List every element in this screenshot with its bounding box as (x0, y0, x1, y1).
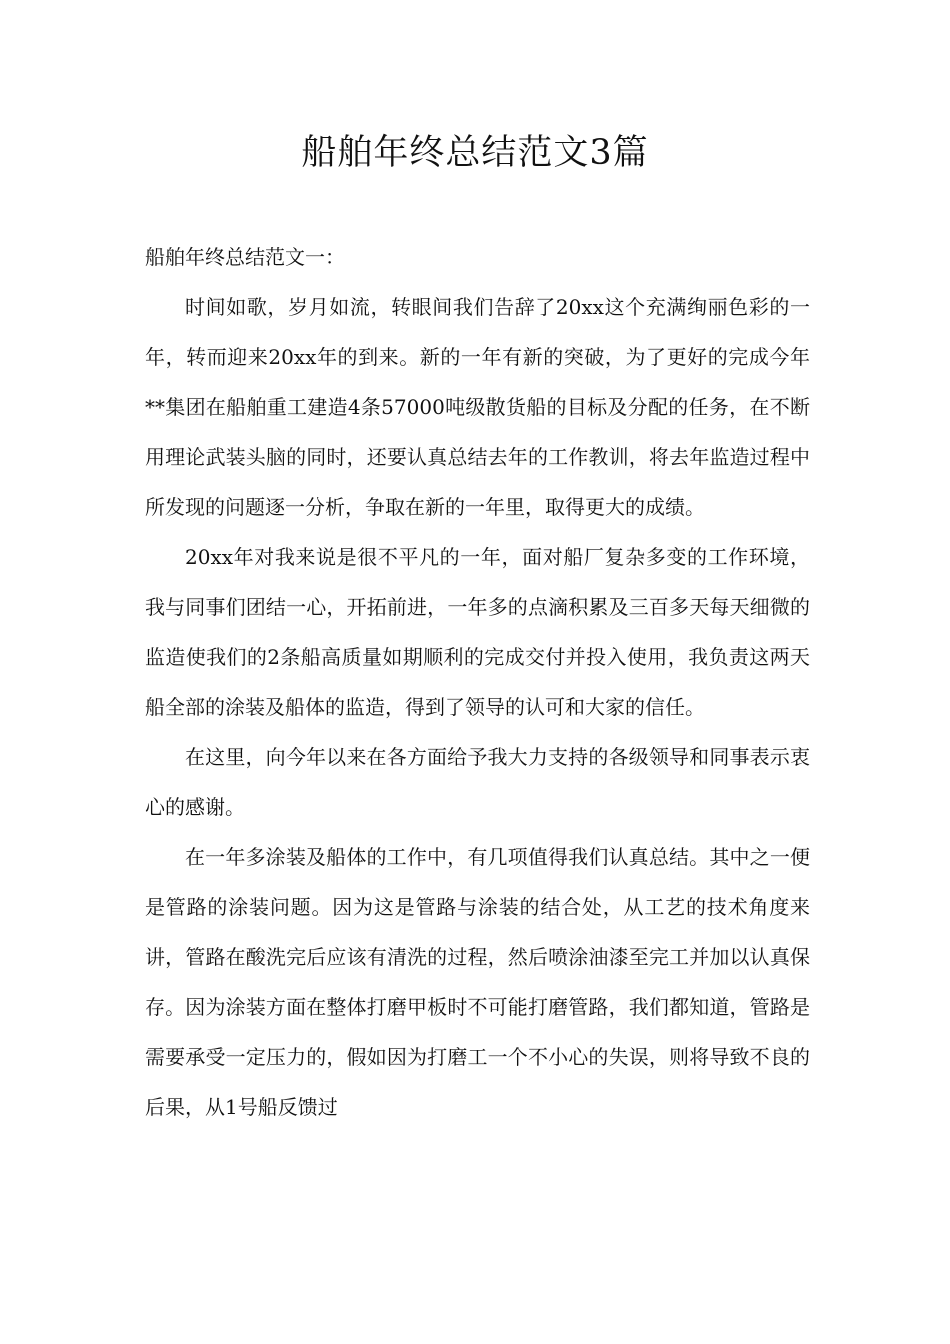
document-body (145, 232, 810, 1132)
paragraph-4: 在一年多涂装及船体的工作中，有几项值得我们认真总结。其中之一便是管路的涂装问题。因为这是管路与涂装的结合处，从工艺的技术角度来讲，管路在酸洗完后应该有清洗的过程，然后喷涂油漆至完工并加以认真保存。因为涂装方面在整体打磨甲板时不可能打磨管路，我们都知道，管路是需要承受一定压力的，假如因为打磨工一个不小心的失误，则将导致不良的后果，从1号船反馈过 (145, 845, 810, 1119)
document-title: 船舶年终总结范文3篇 (301, 133, 649, 173)
paragraph-1: 时间如歌，岁月如流，转眼间我们告辞了20xx这个充满绚丽色彩的一年，转而迎来20xx年的到来。新的一年有新的突破，为了更好的完成今年**集团在船舶重工建造4条57000吨级散货船的目标及分配的任务，在不断用理论武装头脑的同时，还要认真总结去年的工作教训，将去年监造过程中所发现的问题逐一分析，争取在新的一年里，取得更大的成绩。 (145, 295, 810, 519)
paragraph-3: 在这里，向今年以来在各方面给予我大力支持的各级领导和同事表示衷心的感谢。 (145, 745, 810, 819)
section-heading: 船舶年终总结范文一： (145, 245, 345, 269)
paragraph-2: 20xx年对我来说是很不平凡的一年，面对船厂复杂多变的工作环境，我与同事们团结一心，开拓前进，一年多的点滴积累及三百多天每天细微的监造使我们的2条船高质量如期顺利的完成交付并投入使用，我负责这两天船全部的涂装及船体的监造，得到了领导的认可和大家的信任。 (145, 545, 810, 719)
